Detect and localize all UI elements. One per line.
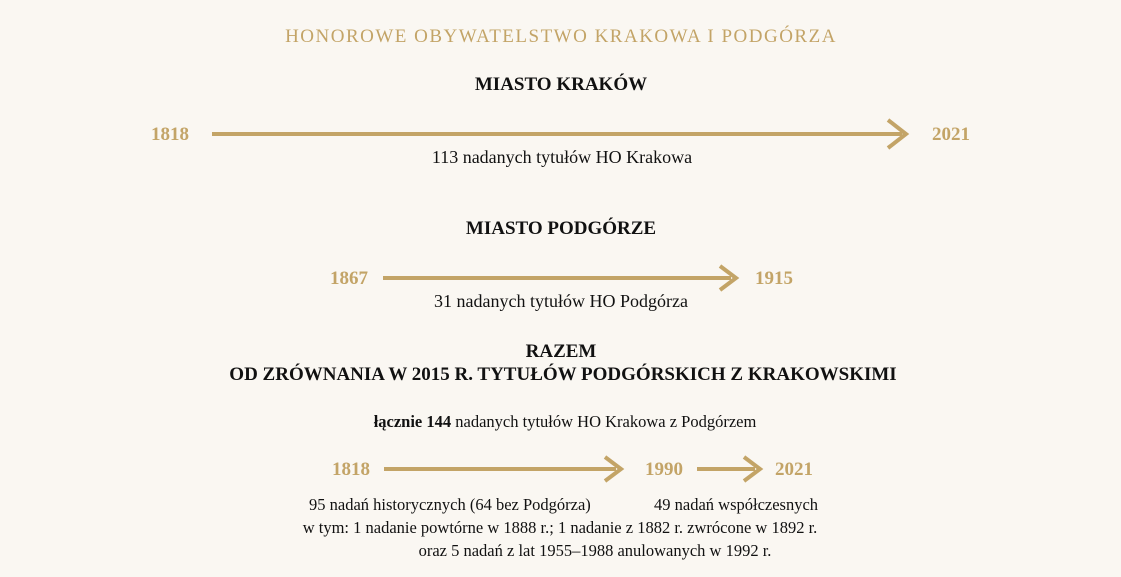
total-note-line1: w tym: 1 nadanie powtórne w 1888 r.; 1 nadanie z 1882 r. zwrócone w 1892 r. (302, 518, 818, 537)
total-start-year: 1818 (332, 459, 370, 480)
krakow-title: MIASTO KRAKÓW (474, 74, 648, 95)
total-summary (374, 412, 757, 432)
page-header: HONOROWE OBYWATELSTWO KRAKOWA I PODGÓRZA (285, 26, 837, 47)
podgorze-caption: 31 nadanych tytułów HO Podgórza (434, 291, 688, 311)
total-contemporary-arrow (697, 453, 767, 487)
podgorze-end-year: 1915 (755, 268, 793, 289)
total-title: RAZEM (525, 341, 597, 362)
podgorze-title: MIASTO PODGÓRZE (465, 218, 657, 239)
total-summary-suffix: nadanych tytułów HO Krakowa z Podgórzem (455, 412, 757, 431)
total-subtitle: OD ZRÓWNANIA W 2015 R. TYTUŁÓW PODGÓRSKICH Z KRAKOWSKIMI (229, 364, 897, 385)
total-note-line2: oraz 5 nadań z lat 1955–1988 anulowanych w 1992 r. (418, 541, 772, 560)
total-historic-arrow (384, 453, 629, 487)
krakow-end-year: 2021 (932, 124, 970, 145)
krakow-start-year: 1818 (151, 124, 189, 145)
total-mid-year: 1990 (645, 459, 683, 480)
total-historic-caption: 95 nadań historycznych (64 bez Podgórza) (309, 495, 591, 514)
total-contemporary-caption: 49 nadań współczesnych (654, 495, 819, 514)
total-summary-prefix: łącznie (373, 412, 423, 431)
total-summary-number: 144 (426, 412, 452, 431)
total-end-year: 2021 (775, 459, 813, 480)
podgorze-start-year: 1867 (330, 268, 368, 289)
krakow-caption: 113 nadanych tytułów HO Krakowa (431, 147, 693, 167)
